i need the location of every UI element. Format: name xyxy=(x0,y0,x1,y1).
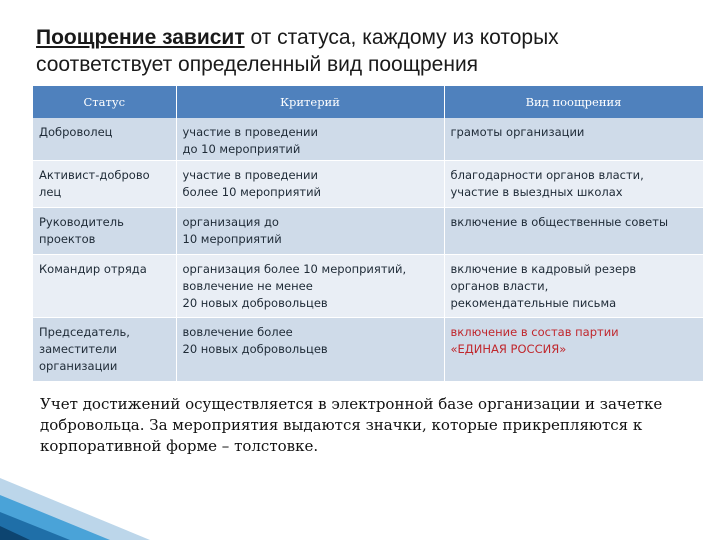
cell-reward: благодарности органов власти, участие в выездных школах xyxy=(444,160,703,207)
cell-reward xyxy=(444,317,703,381)
cell-status: Председатель, заместители организации xyxy=(33,317,176,381)
cell-criterion: участие в проведении более 10 мероприятий xyxy=(176,160,444,207)
cell-criterion: вовлечение более 20 новых добровольцев xyxy=(176,317,444,381)
title-bold: Поощрение зависит xyxy=(36,26,245,49)
table-row xyxy=(33,254,703,317)
cell-status: Руководитель проектов xyxy=(33,207,176,254)
header-status: Статус xyxy=(33,86,176,118)
party-highlight: включение в состав партии «ЕДИНАЯ РОССИЯ» xyxy=(450,324,619,356)
rewards-table xyxy=(33,86,704,382)
title-rest: от статуса, каждому из которых соответствует определенный вид поощрения xyxy=(36,26,559,76)
table-row xyxy=(33,317,703,381)
slide-title xyxy=(36,24,686,78)
footnote-text: Учет достижений осуществляется в электронной базе организации и зачетке добровольца. За мероприятия выдаются значки, которые прикрепляются к корпоративной форме – толстовке. xyxy=(40,395,663,455)
cell-criterion: организация до 10 мероприятий xyxy=(176,207,444,254)
table-row xyxy=(33,118,703,160)
cell-criterion: участие в проведении до 10 мероприятий xyxy=(176,118,444,160)
corner-decoration xyxy=(0,440,150,540)
table-row xyxy=(33,207,703,254)
cell-status: Командир отряда xyxy=(33,254,176,317)
table-header-row xyxy=(33,86,703,118)
header-reward: Вид поощрения xyxy=(444,86,703,118)
cell-criterion: организация более 10 мероприятий, вовлечение не менее 20 новых добровольцев xyxy=(176,254,444,317)
cell-reward: включение в общественные советы xyxy=(444,207,703,254)
cell-reward: включение в кадровый резерв органов власти, рекомендательные письма xyxy=(444,254,703,317)
header-criterion: Критерий xyxy=(176,86,444,118)
cell-reward: грамоты организации xyxy=(444,118,703,160)
table-row xyxy=(33,160,703,207)
cell-status: Активист-доброво лец xyxy=(33,160,176,207)
cell-status: Доброволец xyxy=(33,118,176,160)
